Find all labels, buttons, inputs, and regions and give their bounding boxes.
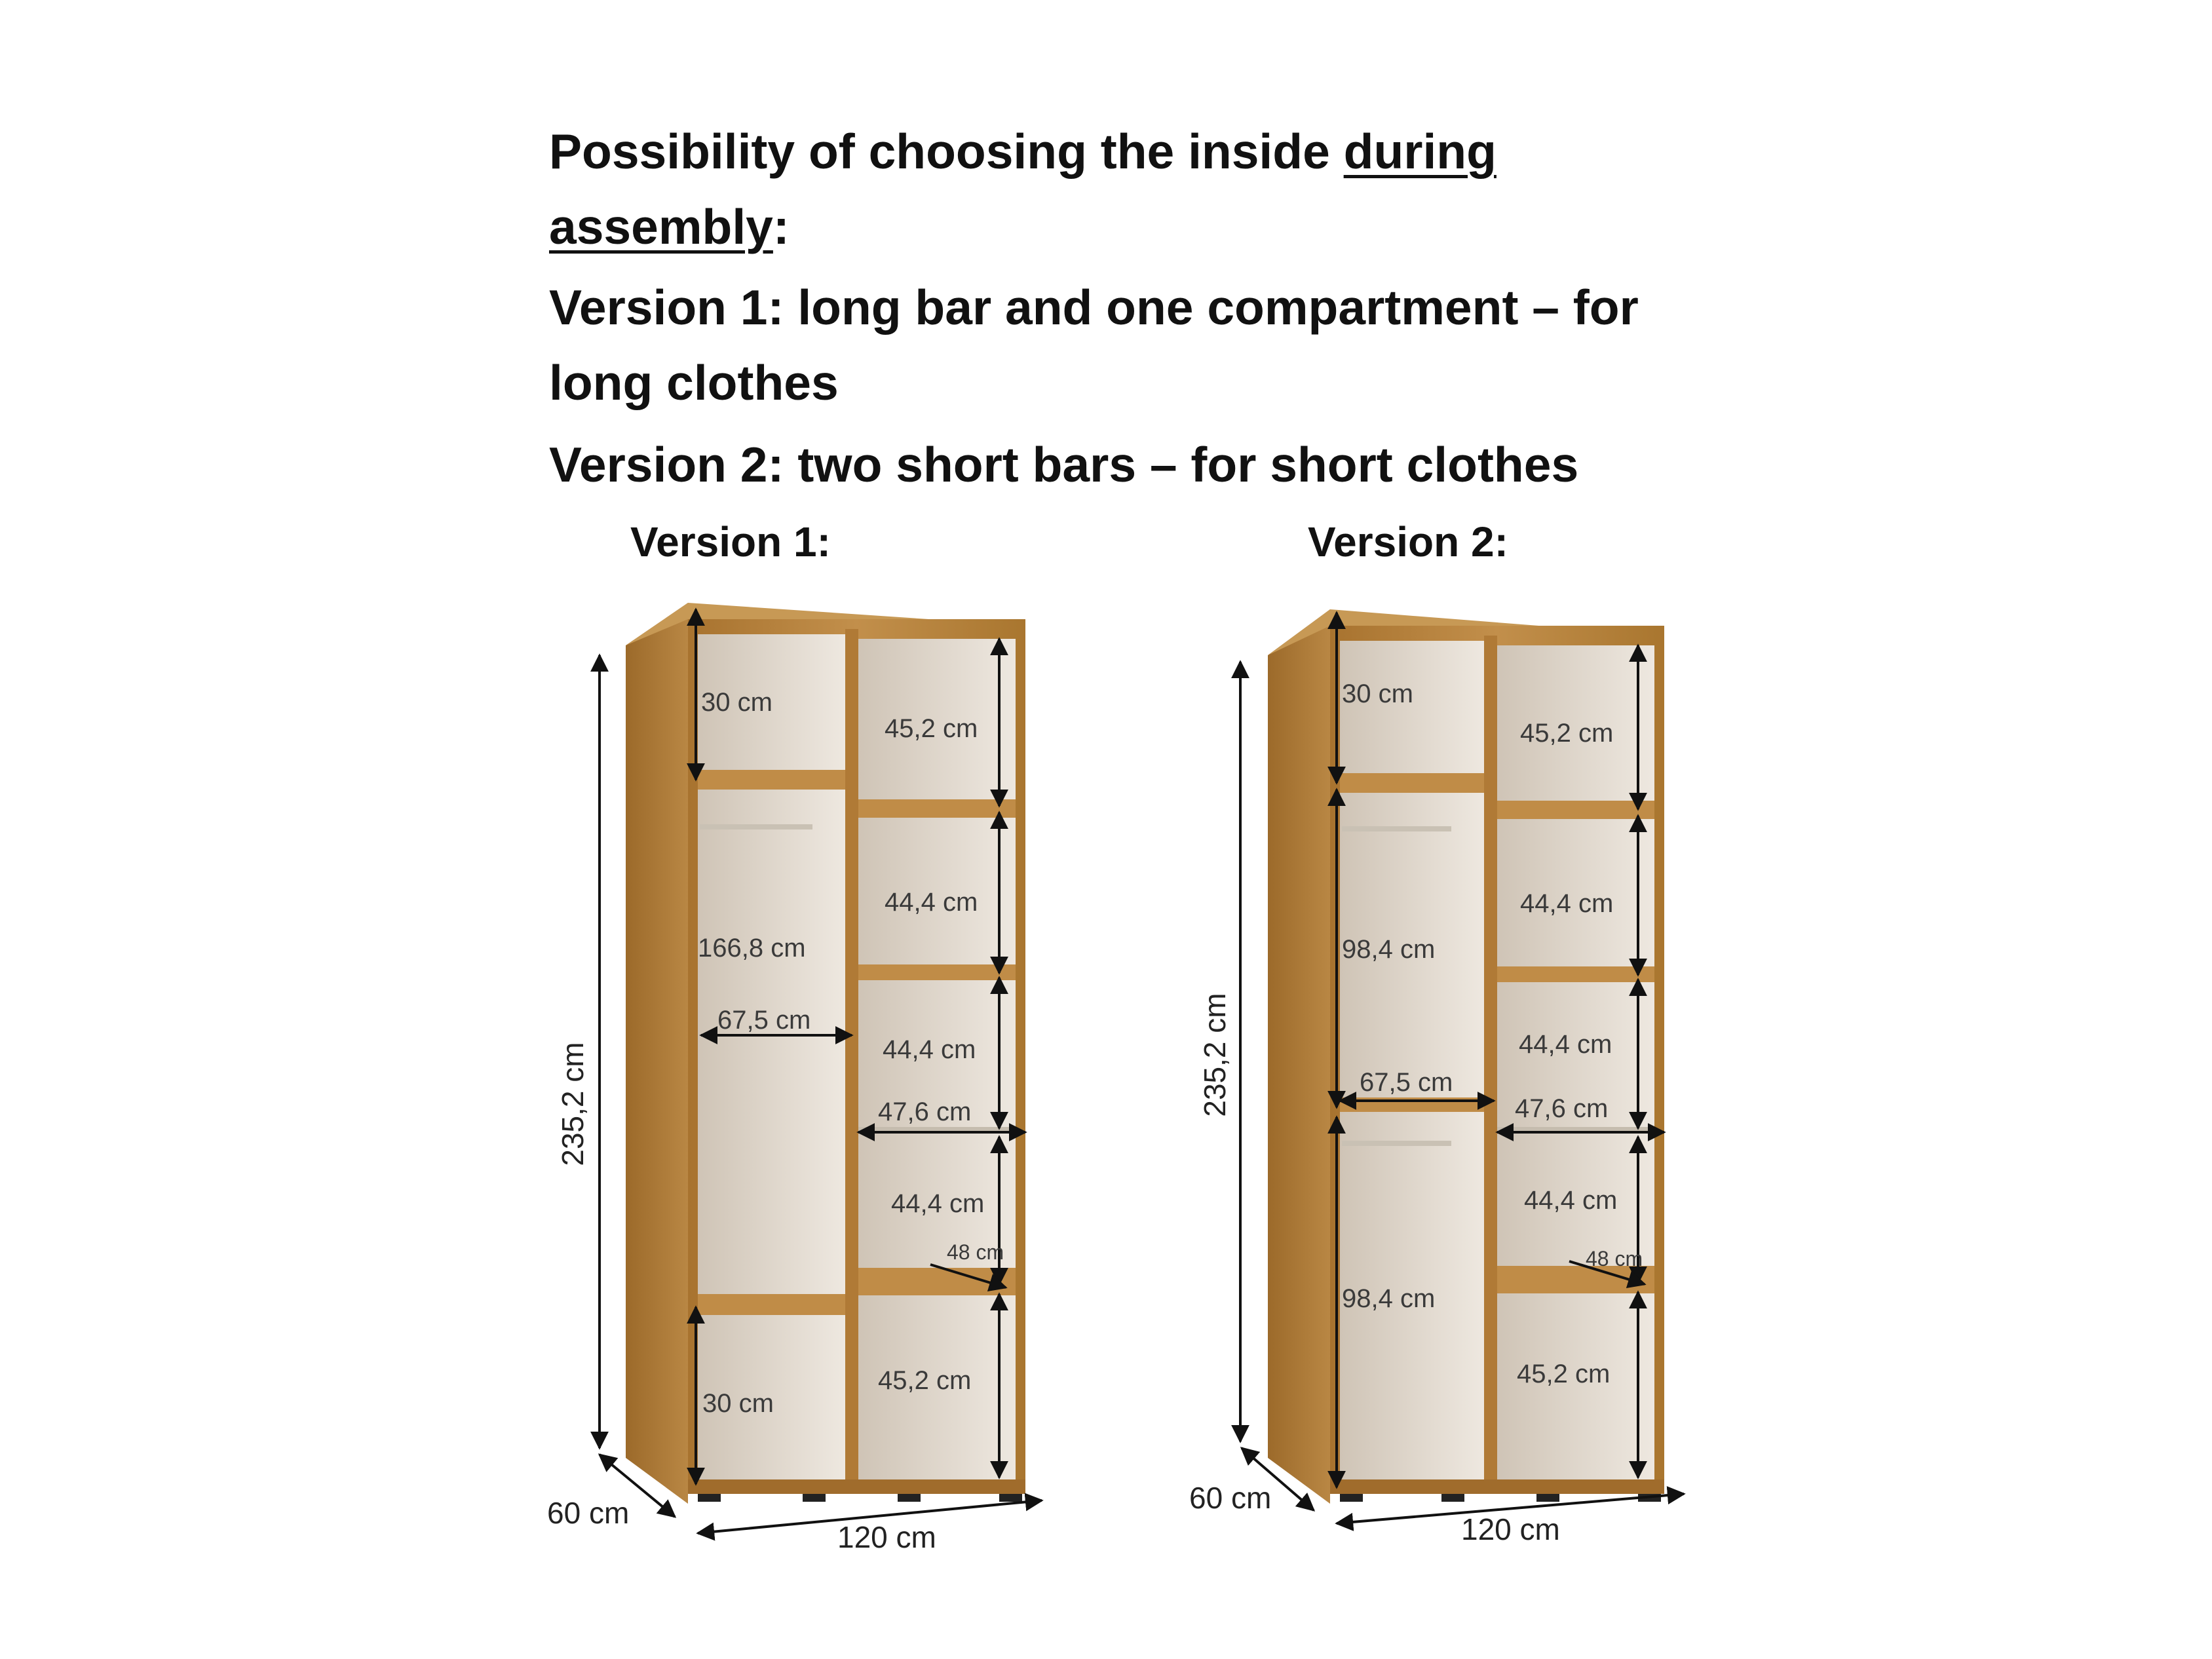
version2-description: Version 2: two short bars – for short clothes — [549, 437, 1579, 492]
heading-underlined-during: during — [1343, 124, 1497, 179]
v1-left-width-label: 67,5 cm — [717, 1006, 811, 1035]
v1-height-label: 235,2 cm — [556, 1042, 590, 1166]
left-shelf-top — [698, 770, 845, 790]
right-shelf-1 — [1497, 801, 1654, 819]
left-compartment — [1340, 641, 1484, 1479]
version1-label: Version 1: — [630, 518, 831, 565]
heading-underlined-assembly: assembly — [549, 199, 773, 254]
v2-left-top-label: 30 cm — [1342, 679, 1413, 708]
v1-right-1-label: 45,2 cm — [885, 714, 978, 743]
v2-right-width-label: 47,6 cm — [1515, 1094, 1609, 1123]
v2-right-2-label: 44,4 cm — [1520, 889, 1614, 918]
v1-left-top-label: 30 cm — [701, 688, 772, 717]
v1-right-2-label: 44,4 cm — [885, 888, 978, 917]
right-shelf-1 — [858, 799, 1016, 818]
v1-left-bottom-label: 30 cm — [702, 1389, 774, 1418]
v2-left-width-label: 67,5 cm — [1360, 1068, 1453, 1097]
version1-description-cont: long clothes — [549, 355, 839, 410]
foot — [803, 1494, 826, 1502]
v2-depth-label: 60 cm — [1189, 1481, 1272, 1515]
heading-colon: : — [772, 199, 790, 254]
v2-left-upper-label: 98,4 cm — [1342, 935, 1436, 964]
left-shelf-bottom — [698, 1294, 845, 1315]
side-panel — [1268, 609, 1330, 1504]
v2-right-5-label: 45,2 cm — [1517, 1360, 1611, 1388]
foot — [999, 1494, 1022, 1502]
plinth — [1330, 1479, 1664, 1494]
right-shelf-2 — [1497, 966, 1654, 982]
v1-right-width-label: 47,6 cm — [878, 1097, 972, 1126]
version2-label: Version 2: — [1308, 518, 1508, 565]
left-shelf-top — [1340, 773, 1484, 793]
foot — [898, 1494, 921, 1502]
v2-left-lower-label: 98,4 cm — [1342, 1284, 1436, 1313]
v1-right-depth-label: 48 cm — [947, 1240, 1004, 1264]
middle-divider — [845, 629, 858, 1481]
v1-width-label: 120 cm — [837, 1520, 936, 1554]
foot — [698, 1494, 721, 1502]
side-panel — [626, 603, 688, 1504]
v2-height-label: 235,2 cm — [1198, 993, 1232, 1117]
v2-right-3-label: 44,4 cm — [1519, 1030, 1612, 1059]
right-shelf-3 — [858, 1268, 1016, 1295]
v1-right-5-label: 45,2 cm — [878, 1366, 972, 1395]
foot — [1536, 1494, 1559, 1502]
heading-text: Possibility of choosing the inside — [549, 124, 1344, 179]
right-shelf-2 — [858, 964, 1016, 980]
right-compartment — [1497, 645, 1654, 1479]
v2-right-4-label: 44,4 cm — [1524, 1186, 1618, 1215]
v1-right-3-label: 44,4 cm — [883, 1035, 976, 1064]
v2-width-label: 120 cm — [1461, 1512, 1560, 1546]
v2-right-1-label: 45,2 cm — [1520, 719, 1614, 748]
v1-depth-label: 60 cm — [547, 1496, 630, 1530]
version1-description: Version 1: long bar and one compartment – for — [549, 280, 1639, 335]
v1-left-long-label: 166,8 cm — [698, 934, 806, 963]
middle-divider — [1484, 636, 1497, 1481]
foot — [1441, 1494, 1464, 1502]
plinth — [688, 1479, 1025, 1494]
left-compartment — [698, 634, 845, 1479]
foot — [1340, 1494, 1363, 1502]
v2-right-depth-label: 48 cm — [1586, 1247, 1643, 1270]
v1-right-4-label: 44,4 cm — [891, 1189, 985, 1218]
